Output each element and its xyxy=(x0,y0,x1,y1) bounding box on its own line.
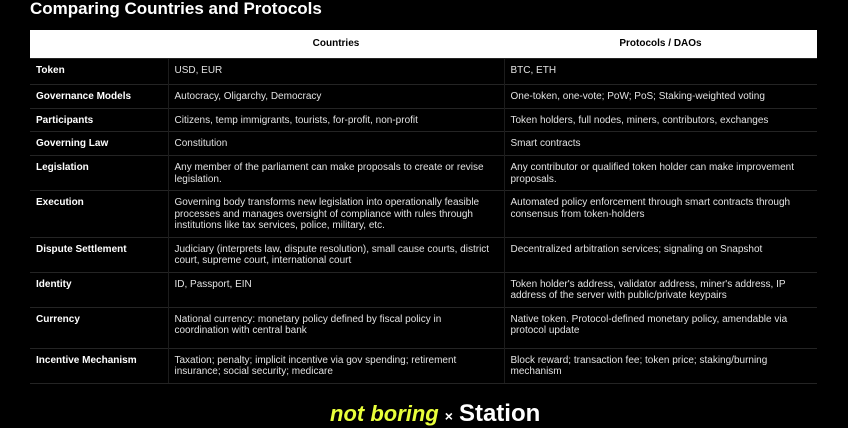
row-protocols: Token holder's address, validator address, miner's address, IP address of the server with public/private keypairs xyxy=(504,272,817,307)
row-category: Legislation xyxy=(30,156,168,191)
row-protocols: One-token, one-vote; PoW; PoS; Staking-weighted voting xyxy=(504,85,817,109)
row-countries: Citizens, temp immigrants, tourists, for-profit, non-profit xyxy=(168,108,504,132)
table-row xyxy=(30,85,817,109)
row-countries: USD, EUR xyxy=(168,59,504,85)
row-protocols: Decentralized arbitration services; signaling on Snapshot xyxy=(504,237,817,272)
table-header xyxy=(30,30,817,59)
row-category: Identity xyxy=(30,272,168,307)
header-category xyxy=(30,30,168,59)
table-row xyxy=(30,307,817,348)
row-protocols: Native token. Protocol-defined monetary policy, amendable via protocol update xyxy=(504,307,817,348)
row-category: Governance Models xyxy=(30,85,168,109)
row-category: Incentive Mechanism xyxy=(30,348,168,383)
header-row xyxy=(30,30,817,59)
table-row xyxy=(30,156,817,191)
row-countries: National currency: monetary policy defined by fiscal policy in coordination with central bank xyxy=(168,307,504,348)
row-protocols: BTC, ETH xyxy=(504,59,817,85)
row-countries: Constitution xyxy=(168,132,504,156)
footer-separator: × xyxy=(444,408,453,424)
row-countries: Judiciary (interprets law, dispute resolution), small cause courts, district court, supreme court, international court xyxy=(168,237,504,272)
table-row xyxy=(30,191,817,238)
comparison-table xyxy=(30,30,817,384)
row-countries: Taxation; penalty; implicit incentive via gov spending; retirement insurance; social security; medicare xyxy=(168,348,504,383)
footer-brand xyxy=(0,398,848,427)
table-row xyxy=(30,348,817,383)
table-row xyxy=(30,132,817,156)
table-row xyxy=(30,108,817,132)
row-protocols: Smart contracts xyxy=(504,132,817,156)
table-row xyxy=(30,59,817,85)
table-row xyxy=(30,272,817,307)
table-body xyxy=(30,59,817,384)
row-protocols: Block reward; transaction fee; token price; staking/burning mechanism xyxy=(504,348,817,383)
row-countries: Any member of the parliament can make proposals to create or revise legislation. xyxy=(168,156,504,191)
row-countries: ID, Passport, EIN xyxy=(168,272,504,307)
row-category: Currency xyxy=(30,307,168,348)
row-protocols: Token holders, full nodes, miners, contributors, exchanges xyxy=(504,108,817,132)
not-boring-logo: not boring xyxy=(330,401,439,426)
row-protocols: Any contributor or qualified token holder can make improvement proposals. xyxy=(504,156,817,191)
row-category: Execution xyxy=(30,191,168,238)
header-countries: Countries xyxy=(168,30,504,59)
row-countries: Governing body transforms new legislation into operationally feasible processes and manages oversight of compliance with rules through institutions like tax services, police, military, etc. xyxy=(168,191,504,238)
row-category: Token xyxy=(30,59,168,85)
table-row xyxy=(30,237,817,272)
footer-brand-line xyxy=(330,402,540,428)
row-category: Dispute Settlement xyxy=(30,237,168,272)
row-category: Governing Law xyxy=(30,132,168,156)
row-countries: Autocracy, Oligarchy, Democracy xyxy=(168,85,504,109)
row-protocols: Automated policy enforcement through smart contracts through consensus from token-holders xyxy=(504,191,817,238)
station-logo: Station xyxy=(458,400,541,427)
page-title: Comparing Countries and Protocols xyxy=(30,0,322,18)
header-protocols: Protocols / DAOs xyxy=(504,30,817,59)
row-category: Participants xyxy=(30,108,168,132)
